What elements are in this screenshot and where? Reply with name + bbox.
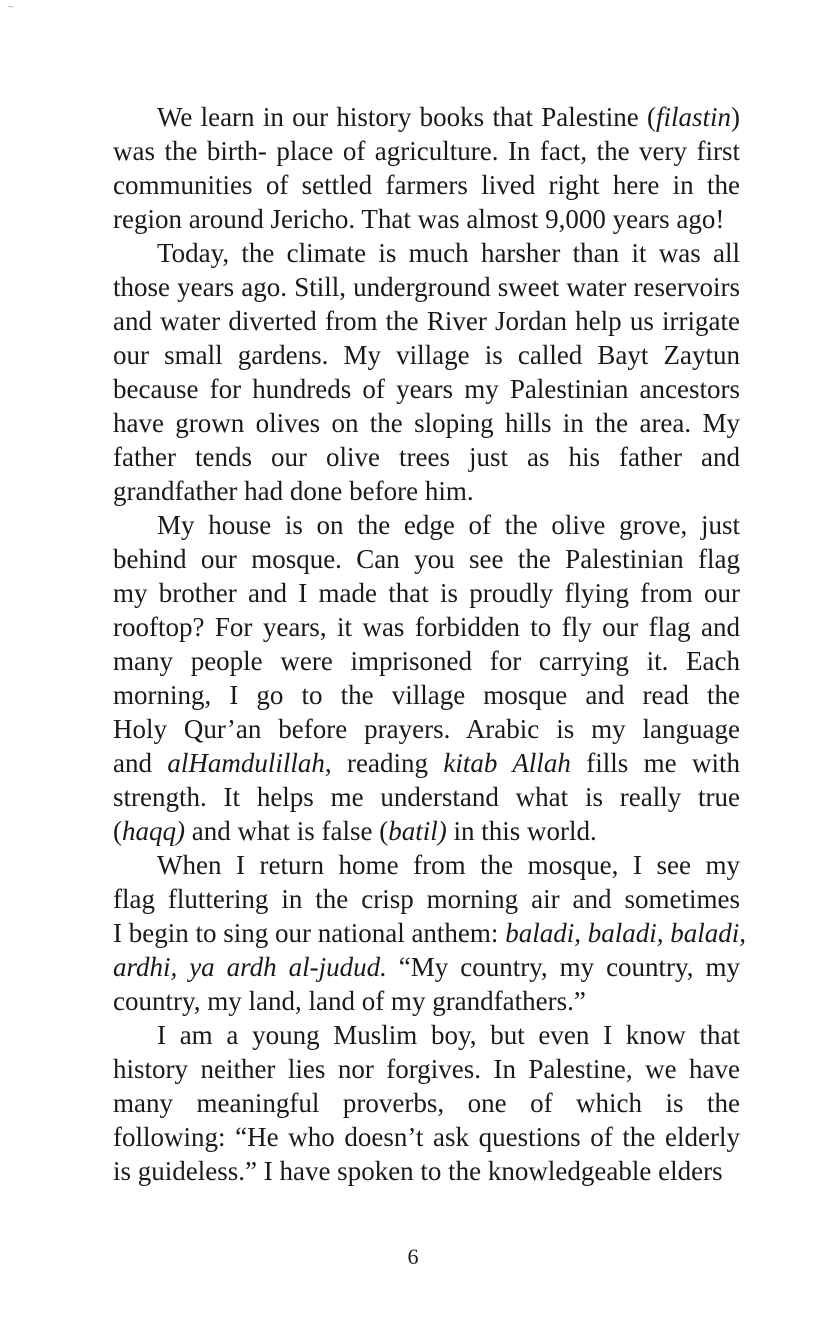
text-run: grandfather had done before him. — [113, 476, 474, 506]
text-run: Today, the climate is much harsher than it was all — [157, 238, 740, 268]
text-run: strength. It helps me understand what is really true — [113, 782, 740, 812]
text-run: communities of settled farmers lived right here in the — [113, 170, 740, 200]
text-line — [113, 950, 740, 984]
text-run: “My country, my country, my — [386, 952, 740, 982]
text-line — [113, 1052, 740, 1086]
text-run: my brother and I made that is proudly flying from our — [113, 578, 740, 608]
text-line — [113, 270, 740, 304]
text-line — [113, 372, 740, 406]
text-run: rooftop? For years, it was forbidden to fly our flag and — [113, 612, 740, 642]
text-run: ) — [731, 102, 740, 132]
text-run: many meaningful proverbs, one of which is the — [113, 1088, 740, 1118]
text-line — [113, 508, 740, 542]
text-run: haqq) — [122, 816, 185, 846]
text-line — [113, 542, 740, 576]
text-line — [113, 780, 740, 814]
text-run: country, my land, land of my grandfathers.” — [113, 986, 586, 1016]
text-line — [113, 338, 740, 372]
text-run: our small gardens. My village is called Bayt Zaytun — [113, 340, 740, 370]
text-line — [113, 236, 740, 270]
text-run: I am a young Muslim boy, but even I know that — [157, 1020, 740, 1050]
text-line — [113, 304, 740, 338]
text-line — [113, 712, 740, 746]
text-line — [113, 644, 740, 678]
text-run: and — [113, 748, 168, 778]
text-line — [113, 1086, 740, 1120]
text-run: We learn in our history books that Palestine ( — [157, 102, 656, 132]
text-run: morning, I go to the village mosque and read the — [113, 680, 740, 710]
text-run: , reading — [324, 748, 444, 778]
text-run: My house is on the edge of the olive grove, just — [157, 510, 740, 540]
text-line — [113, 746, 740, 780]
text-run: many people were imprisoned for carrying it. Each — [113, 646, 740, 676]
text-run: was the birth- place of agriculture. In fact, the very first — [113, 136, 740, 166]
text-run: in this world. — [446, 816, 597, 846]
text-run: filastin — [655, 102, 731, 132]
text-run: alHamdulillah — [167, 748, 325, 778]
text-run: kitab Allah — [443, 748, 571, 778]
text-line — [113, 882, 740, 916]
text-run: because for hundreds of years my Palestinian ancestors — [113, 374, 740, 404]
text-line — [113, 984, 740, 1018]
text-run: When I return home from the mosque, I see my — [157, 850, 740, 880]
text-line — [113, 1018, 740, 1052]
text-line — [113, 610, 740, 644]
body-text — [113, 100, 746, 1188]
text-line — [113, 440, 740, 474]
text-run: I begin to sing our national anthem: — [113, 918, 506, 948]
text-line — [113, 916, 746, 950]
text-line — [113, 678, 740, 712]
text-run: Holy Qur’an before prayers. Arabic is my language — [113, 714, 740, 744]
text-line — [113, 848, 740, 882]
text-run: region around Jericho. That was almost 9,000 years ago! — [113, 204, 725, 234]
text-run: behind our mosque. Can you see the Palestinian flag — [113, 544, 740, 574]
text-run: father tends our olive trees just as his father and — [113, 442, 740, 472]
text-run: fills me with — [570, 748, 741, 778]
text-run: have grown olives on the sloping hills in the area. My — [113, 408, 740, 438]
text-run: history neither lies nor forgives. In Palestine, we have — [113, 1054, 740, 1084]
text-run: ardhi, ya ardh al-judud. — [113, 952, 387, 982]
text-run: batil) — [388, 816, 447, 846]
text-run: and what is false ( — [185, 816, 389, 846]
page-number: 6 — [407, 1244, 419, 1269]
text-run: those years ago. Still, underground sweet water reservoirs — [113, 272, 740, 302]
text-run: flag fluttering in the crisp morning air and sometimes — [113, 884, 740, 914]
corner-mark: -- — [8, 2, 14, 11]
text-run: baladi, baladi, baladi, — [505, 918, 746, 948]
text-run: and water diverted from the River Jordan help us irrigate — [113, 306, 740, 336]
text-run: ( — [113, 816, 122, 846]
text-run: following: “He who doesn’t ask questions of the elderly — [113, 1122, 740, 1152]
text-line — [113, 576, 740, 610]
text-line — [113, 168, 740, 202]
text-line — [113, 1120, 740, 1154]
text-line — [113, 202, 740, 236]
text-line — [113, 406, 740, 440]
text-line — [113, 100, 740, 134]
text-run: is guideless.” I have spoken to the knowledgeable elders — [113, 1156, 723, 1186]
text-line — [113, 814, 740, 848]
text-line — [113, 474, 740, 508]
text-line — [113, 1154, 740, 1188]
text-line — [113, 134, 740, 168]
